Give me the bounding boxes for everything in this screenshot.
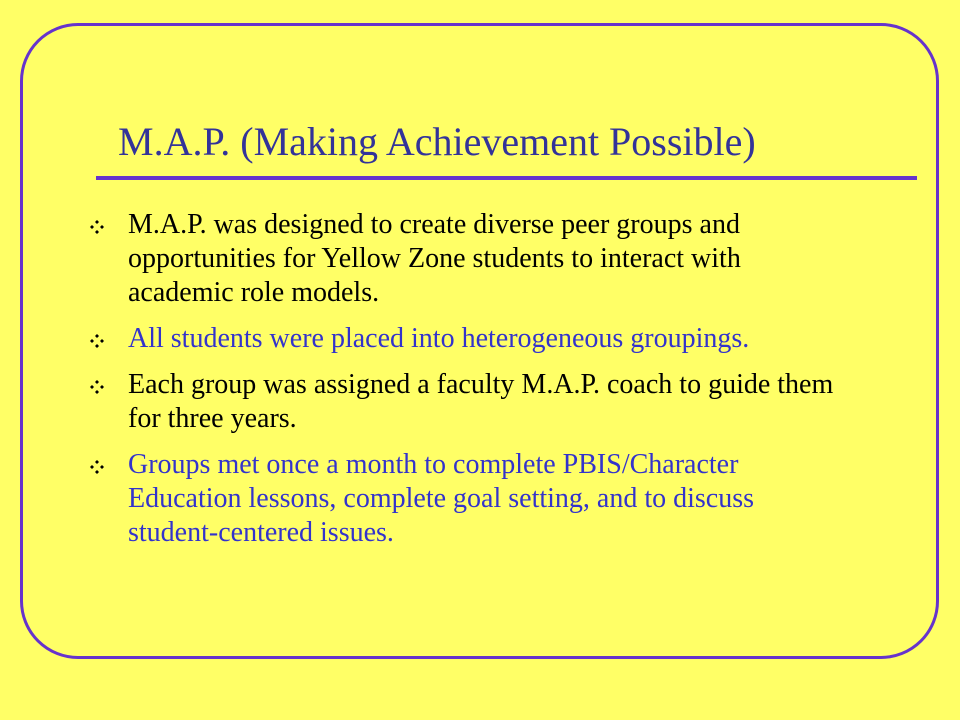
bullet-list bbox=[90, 208, 850, 562]
four-diamond-bullet-icon bbox=[90, 220, 104, 234]
bullet-item bbox=[90, 322, 850, 356]
bullet-text: M.A.P. was designed to create diverse peer groups and opportunities for Yellow Zone students to interact with academic role models. bbox=[128, 209, 741, 308]
slide-title: M.A.P. (Making Achievement Possible) bbox=[118, 119, 756, 164]
four-diamond-bullet-icon bbox=[90, 334, 104, 348]
bullet-text: Each group was assigned a faculty M.A.P. coach to guide them for three years. bbox=[128, 369, 834, 434]
bullet-item bbox=[90, 208, 850, 310]
bullet-text: Groups met once a month to complete PBIS/Character Education lessons, complete goal setting, and to discuss student-centered issues. bbox=[128, 449, 755, 548]
title-underline bbox=[96, 176, 917, 180]
bullet-text: All students were placed into heterogeneous groupings. bbox=[128, 323, 750, 354]
four-diamond-bullet-icon bbox=[90, 460, 104, 474]
bullet-item bbox=[90, 368, 850, 436]
bullet-item bbox=[90, 448, 850, 550]
four-diamond-bullet-icon bbox=[90, 380, 104, 394]
